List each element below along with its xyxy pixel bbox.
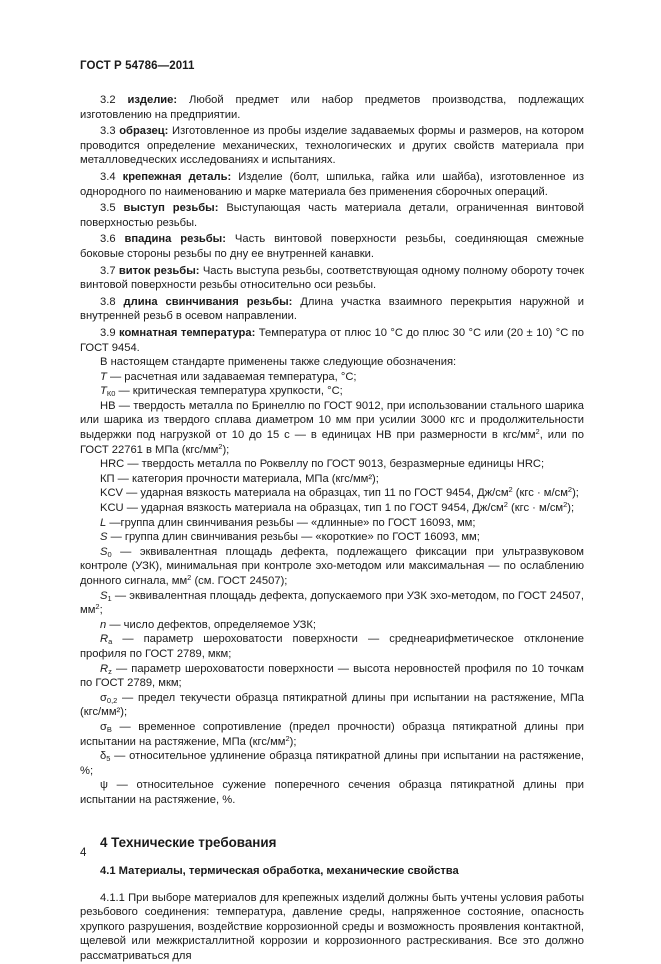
term-3-2: 3.2 изделие: Любой предмет или набор предметов производства, подлежащих изготовлению на предприятии. [80, 94, 585, 121]
symbol-hb: НВ — твердость металла по Бринеллю по ГОСТ 9012, при использовании стального шарика или шарика из твердого сплава диаметром 10 мм при усилии 3000 кгс и продолжительности выдержки под нагрузкой от 10 до 15 с — в единицах НВ при размерности в кгс/$мм^2$, или по ГОСТ 22761 в МПа $(кгс/мм^2)$; [80, 399, 584, 456]
symbol-s0: $S_0$ — эквивалентная площадь дефекта, подлежащего фиксации при ультразвуковом контроле (УЗК), минимальная при контроле эхо-методом или максимальная — по ослаблению донного сигнала, $мм^2$ (см. ГОСТ 24507); [80, 545, 584, 587]
document-header: ГОСТ Р 54786—2011 [80, 60, 195, 72]
symbol-psi: ψ — относительное сужение поперечного сечения образца пятикратной длины при испытании на растяжение, %. [80, 779, 584, 806]
symbol-l: L —группа длин свинчивания резьбы — «длинные» по ГОСТ 16093, мм; [100, 516, 476, 529]
page-number: 4 [80, 847, 87, 859]
symbol-rz: $R_z$ — параметр шероховатости поверхности — высота неровностей профиля по 10 точкам по ГОСТ 2789, мкм; [80, 662, 584, 690]
document-body [80, 93, 584, 964]
term-3-8: 3.8 длина свинчивания резьбы: Длина участка взаимного перекрытия наружной и внутренней резьб в осевом направлении. [80, 295, 585, 323]
subsection-heading: 4.1 Материалы, термическая обработка, механические свойства [100, 865, 459, 878]
symbol-hrc: HRC — твердость металла по Роквеллу по ГОСТ 9013, безразмерные единицы HRC; [100, 458, 545, 471]
symbol-sigma-b: $\sigma_В$ — временное сопротивление (предел прочности) образца пятикратной длины при испытании на растяжение, МПа $(кгс/мм^2)$; [80, 720, 584, 748]
symbol-delta-5: $\delta_5$ — относительное удлинение образца пятикратной длины при испытании на растяжение, %; [80, 750, 584, 777]
symbols-intro: В настоящем стандарте применены также следующие обозначения: [100, 356, 457, 369]
symbol-ra: $R_a$ — параметр шероховатости поверхности — среднеарифметическое отклонение профиля по ГОСТ 2789, мкм; [80, 633, 584, 660]
symbol-t: T — расчетная или задаваемая температура, °С; [100, 370, 357, 383]
paragraph-4-1-1: 4.1.1 При выборе материалов для крепежных изделий должны быть учтены условия работы резьбового соединения: температура, давление среды, напряженное состояние, опасность хрупкого разрушения, воздействие коррозионной среды и возможность проявления контактной, щелевой или межкристаллитной коррозии и коррозионного растрескивания. Все это должно рассматриваться для [80, 891, 584, 963]
term-3-3: 3.3 образец: Изготовленное из пробы изделие задаваемых формы и размеров, на котором проводится определение механических, технологических и других свойств материала при металловедческих исследованиях и испытаниях. [80, 125, 584, 167]
symbol-kcv: KCV — ударная вязкость материала на образцах, тип 11 по ГОСТ 9454, $Дж/см^2$ $(кгс \cdot м/см^2)$; [100, 485, 579, 500]
term-3-9: 3.9 комнатная температура: Температура от плюс 10 °С до плюс 30 °С или (20 ± 10) °С по ГОСТ 9454. [80, 326, 585, 354]
term-3-7: 3.7 виток резьбы: Часть выступа резьбы, соответствующая одному полному обороту точек винтовой поверхности резьбы относительно оси резьбы. [80, 264, 585, 292]
symbol-sigma-02: $\sigma_{0,2}$ — предел текучести образца пятикратной длины при испытании на растяжение, МПа (кгс/мм²); [80, 691, 584, 719]
symbol-s: S — группа длин свинчивания резьбы — «короткие» по ГОСТ 16093, мм; [100, 531, 480, 544]
section-heading: 4 Технические требования [100, 834, 277, 850]
symbol-kcu: KCU — ударная вязкость материала на образцах, тип 1 по ГОСТ 9454, $Дж/см^2$ $(кгс \cdot м/см^2)$; [100, 500, 575, 515]
symbol-kp: КП — категория прочности материала, МПа (кгс/мм²); [100, 472, 379, 485]
term-3-6: 3.6 впадина резьбы: Часть винтовой поверхности резьбы, соединяющая смежные боковые стороны резьбы по дну ее внутренней канавки. [80, 233, 584, 260]
term-3-5: 3.5 выступ резьбы: Выступающая часть материала детали, ограниченная винтовой поверхностью резьбы. [80, 202, 584, 229]
symbol-n: n — число дефектов, определяемое УЗК; [100, 618, 317, 631]
symbol-s1: $S_1$ — эквивалентная площадь дефекта, допускаемого при УЗК эхо-методом, по ГОСТ 24507, $мм^2$; [80, 589, 584, 617]
term-3-4: 3.4 крепежная деталь: Изделие (болт, шпилька, гайка или шайба), изготовленное из однородного по наименованию и марке материала без применения сборочных операций. [80, 170, 585, 198]
symbol-tk0: $T_{К0}$ — критическая температура хрупкости, °С; [100, 385, 343, 399]
